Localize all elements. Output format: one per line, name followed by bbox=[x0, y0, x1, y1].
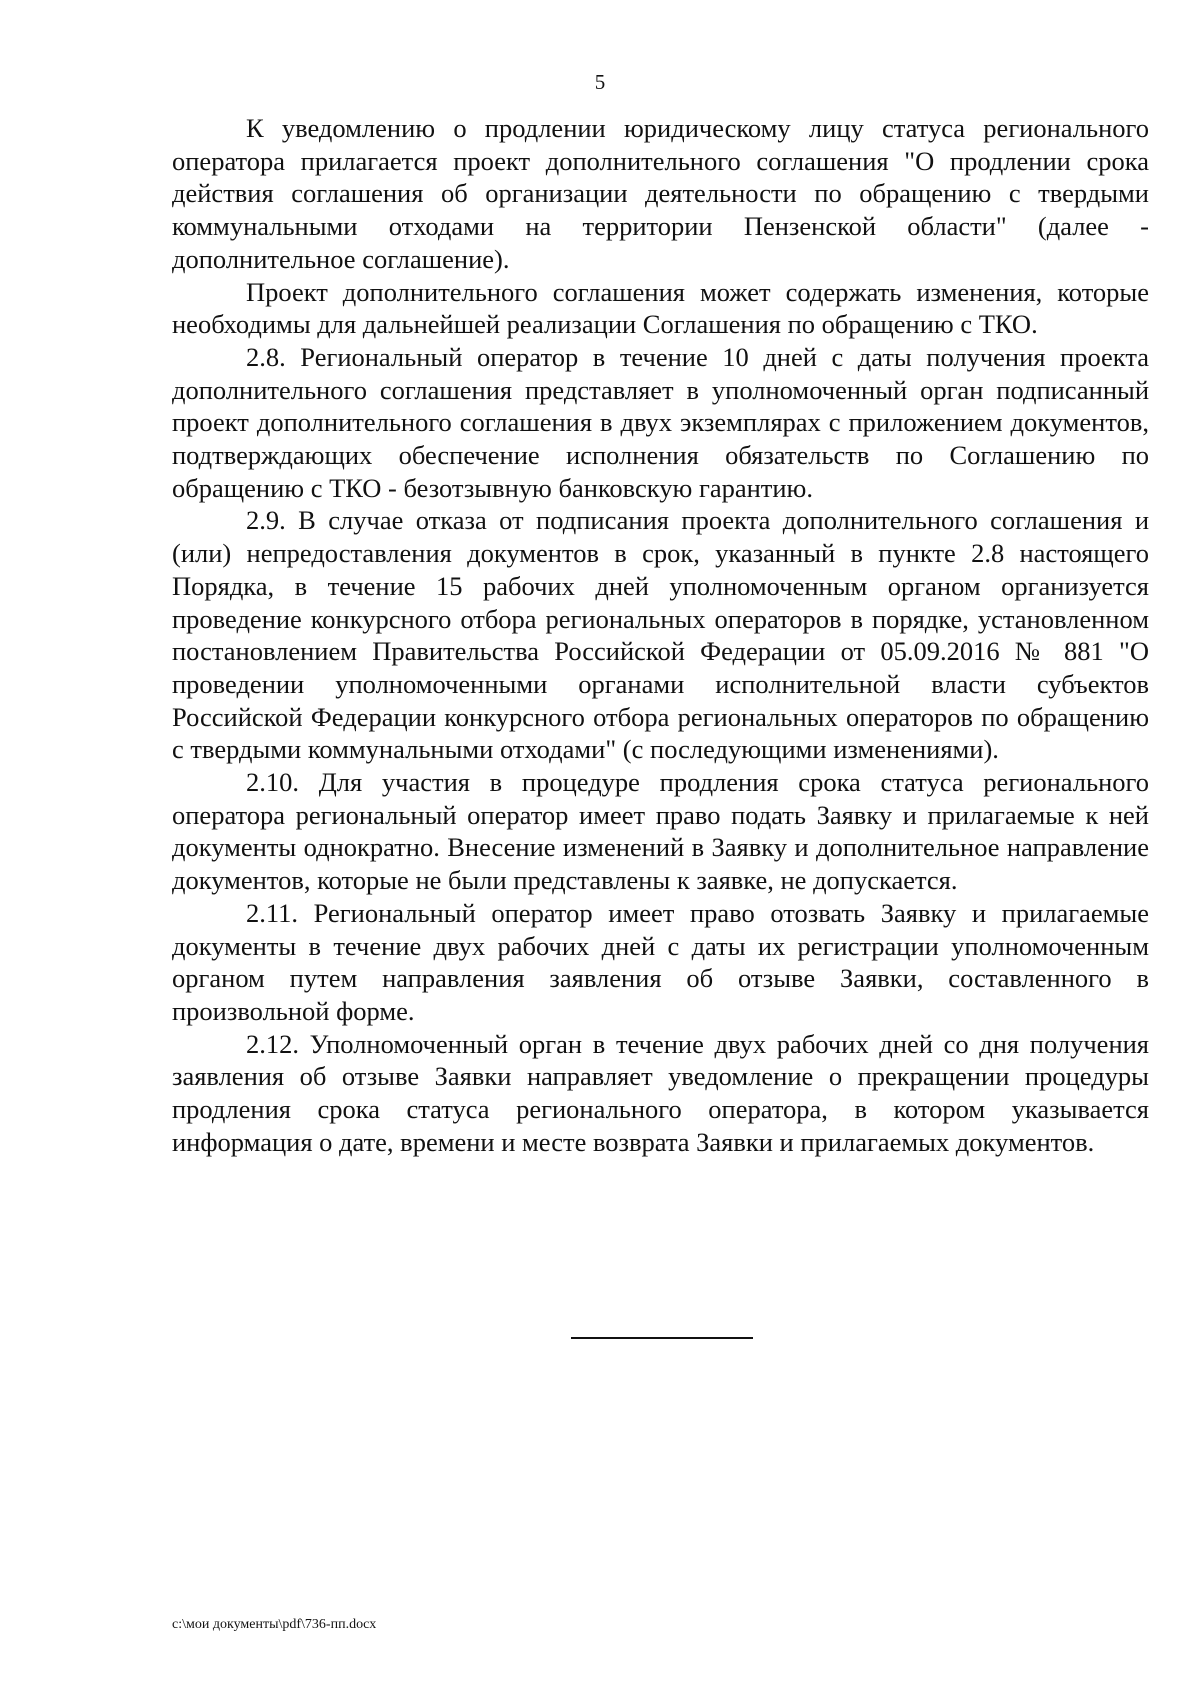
page-number: 5 bbox=[594, 70, 606, 94]
end-separator-line bbox=[571, 1337, 753, 1339]
paragraph-2-10: 2.10. Для участия в процедуре продления срока статуса регионального оператора региональный оператор имеет право подать Заявку и прилагаемые к ней документы однократно. Внесение изменений в Заявку и дополнительное направление документов, которые не были представлены к заявке, не допускается. bbox=[172, 767, 1149, 896]
paragraph-2-9: 2.9. В случае отказа от подписания проекта дополнительного соглашения и (или) непредоставления документов в срок, указанный в пункте 2.8 настоящего Порядка, в течение 15 рабочих дней уполномоченным органом организуется проведение конкурсного отбора региональных операторов в порядке, установленном постановлением Правительства Российской Федерации от 05.09.2016 № 881 "О проведении уполномоченными органами исполнительной власти субъектов Российской Федерации конкурсного отбора региональных операторов по обращению с твердыми коммунальными отходами" (с последующими изменениями). bbox=[172, 505, 1149, 765]
paragraph-2-11: 2.11. Региональный оператор имеет право отозвать Заявку и прилагаемые документы в течение двух рабочих дней с даты их регистрации уполномоченным органом путем направления заявления об отзыве Заявки, составленного в произвольной форме. bbox=[172, 897, 1149, 1026]
paragraph-notification-attachment: К уведомлению о продлении юридическому лицу статуса регионального оператора прилагается проект дополнительного соглашения "О продлении срока действия соглашения об организации деятельности по обращению с твердыми коммунальными отходами на территории Пензенской области" (далее - дополнительное соглашение). bbox=[172, 113, 1149, 274]
paragraph-2-8: 2.8. Региональный оператор в течение 10 дней с даты получения проекта дополнительного соглашения представляет в уполномоченный орган подписанный проект дополнительного соглашения в двух экземплярах с приложением документов, подтверждающих обеспечение исполнения обязательств по Соглашению по обращению с ТКО - безотзывную банковскую гарантию. bbox=[172, 341, 1149, 503]
document-body bbox=[172, 112, 1149, 1159]
paragraph-2-12: 2.12. Уполномоченный орган в течение двух рабочих дней со дня получения заявления об отзыве Заявки направляет уведомление о прекращении процедуры продления срока статуса регионального оператора, в котором указывается информация о дате, времени и месте возврата Заявки и прилагаемых документов. bbox=[172, 1028, 1149, 1157]
paragraph-draft-changes: Проект дополнительного соглашения может содержать изменения, которые необходимы для дальнейшей реализации Соглашения по обращению с ТКО. bbox=[172, 276, 1149, 340]
footer-file-path: c:\мои документы\pdf\736-пп.docx bbox=[172, 1617, 377, 1632]
